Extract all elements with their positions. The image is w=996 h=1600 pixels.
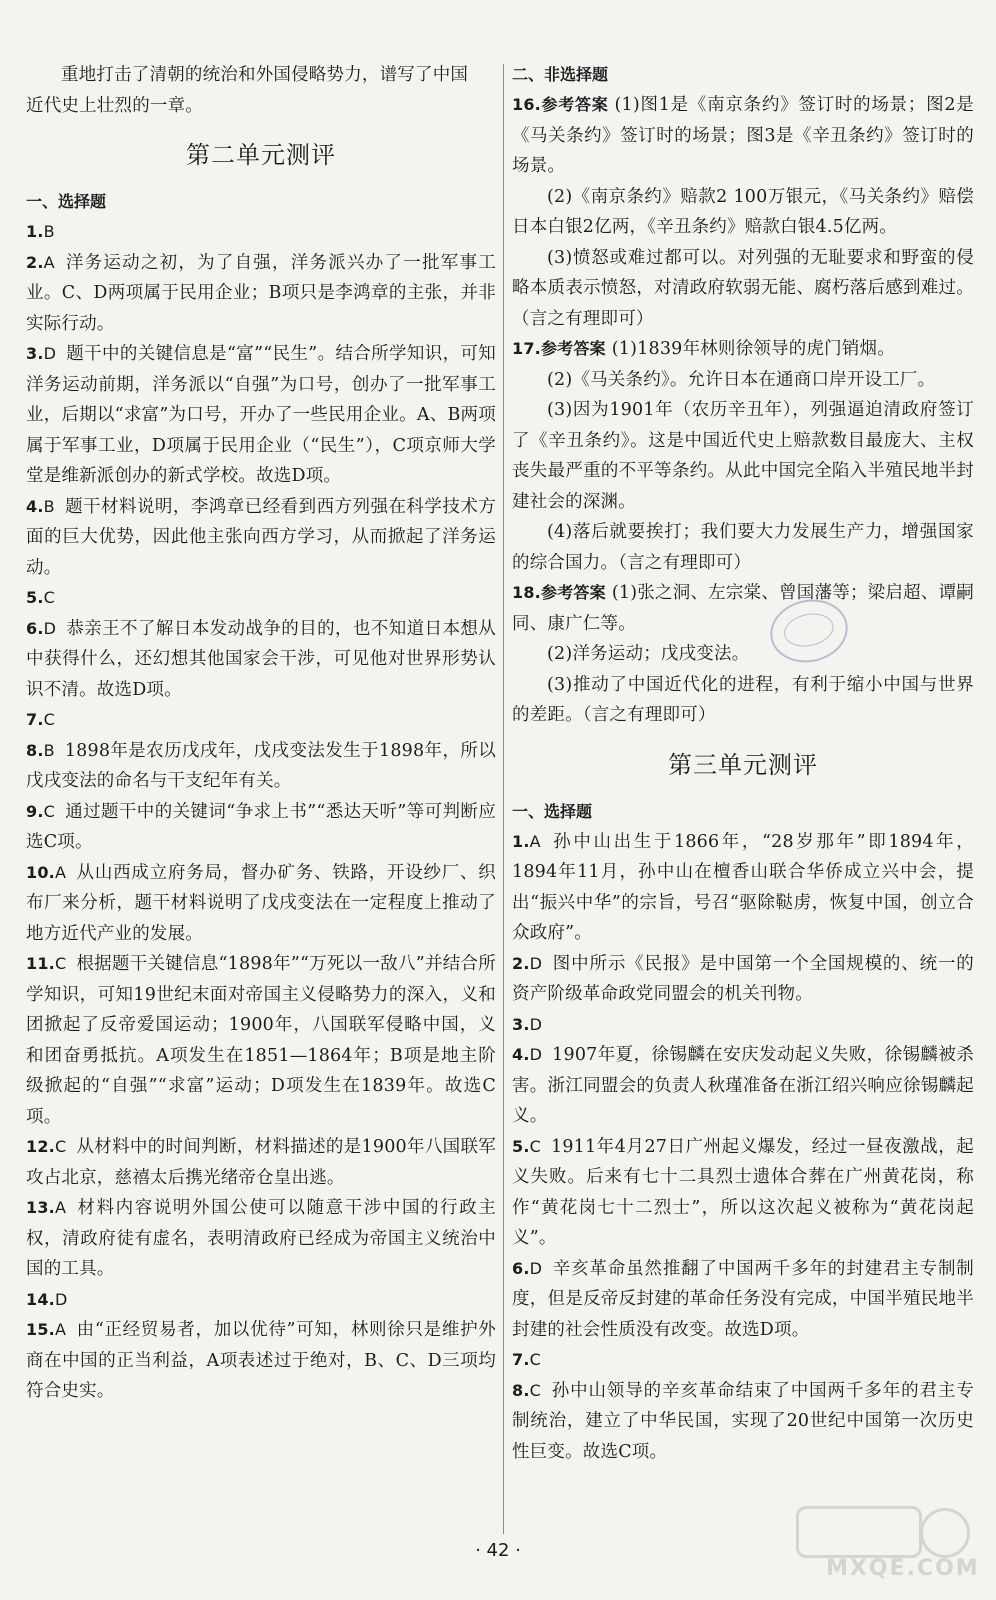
q18-key-label: 参考答案 [540,583,606,602]
unit3-explanation: 1911年4月27日广州起义爆发，经过一昼夜激战，起义失败。后来有七十二具烈士遗体合葬在广州黄花岗，称作“黄花岗七十二烈士”，所以这次起义被称为“黄花岗起义”。 [512,1136,974,1248]
unit2-answer-letter: A [43,252,55,272]
unit2-question-8 [26,736,496,797]
unit3-question-number: 2. [512,953,530,973]
unit2-question-number: 3. [26,344,44,363]
page-number: · 42 · [475,1540,521,1561]
unit2-question-number: 2. [26,252,44,272]
question-16 [512,90,974,334]
unit2-answer-letter: A [54,1198,67,1217]
unit3-answer-letter: C [529,1136,541,1156]
intro-line-1: 重地打击了清朝的统治和外国侵略势力，谱写了中国 [61,65,469,85]
right-column [512,60,974,1467]
unit3-answer-letter: D [529,953,543,973]
q18-line-3: (3)推动了中国近代化的进程，有利于缩小中国与世界的差距。（言之有理即可） [512,674,974,725]
unit2-question-2 [26,248,496,340]
unit3-answer-letter: A [529,831,541,851]
unit3-question-8 [512,1376,974,1468]
unit2-answer-letter: A [54,862,67,882]
q18-line-2: (2)洋务运动；戊戌变法。 [547,644,750,664]
section-nonchoice: 二、非选择题 [512,65,609,84]
unit3-question-number: 5. [512,1136,530,1156]
unit2-answer-letter: C [43,710,55,729]
unit2-question-number: 10. [26,862,55,882]
unit2-question-number: 1. [26,222,44,241]
unit2-question-number: 6. [26,618,44,638]
question-18 [512,578,974,731]
watermark-text: MXQE.COM [826,1556,980,1581]
unit2-answer-letter: C [43,588,55,607]
unit3-answer-letter: D [529,1258,543,1278]
unit2-answer-letter: C [43,801,55,821]
unit3-question-number: 4. [512,1045,530,1064]
q17-number: 17. [512,339,541,358]
left-column [26,60,496,1407]
unit3-question-7 [512,1345,974,1376]
unit2-answer-letter: B [43,740,55,760]
unit2-question-9 [26,797,496,858]
unit2-question-1 [26,217,496,248]
unit3-answer-letter: C [529,1350,541,1369]
unit3-question-2 [512,949,974,1010]
unit2-question-number: 4. [26,496,44,516]
unit3-question-3 [512,1010,974,1041]
unit3-question-number: 8. [512,1380,530,1400]
unit3-question-number: 7. [512,1350,530,1369]
unit3-title: 第三单元测评 [668,750,818,779]
unit2-explanation: 恭亲王不了解日本发动战争的目的，也不知道日本想从中获得什么，还幻想其他国家会干涉，可见他对世界形势认识不清。故选D项。 [26,618,496,700]
unit2-answer-letter: A [54,1320,67,1339]
q16-line-1: (1)图1是《南京条约》签订时的场景；图2是《马关条约》签订时的场景；图3是《辛丑条约》签订时的场景。 [512,95,974,176]
unit3-question-number: 1. [512,831,530,851]
q16-line-3: (3)愤怒或难过都可以。对列强的无耻要求和野蛮的侵略本质表示愤怒，对清政府软弱无能、腐朽落后感到难过。（言之有理即可） [512,247,974,329]
unit3-question-number: 3. [512,1014,530,1034]
q18-line-1: (1)张之洞、左宗棠、曾国藩等；梁启超、谭嗣同、康广仁等。 [512,583,974,634]
column-divider [503,64,504,1534]
unit2-answer-letter: C [54,1137,67,1156]
unit2-question-6 [26,614,496,706]
q17-line-3: (3)因为1901年（农历辛丑年），列强逼迫清政府签订了《辛丑条约》。这是中国近代史上赔款数目最庞大、主权丧失最严重的不平等条约。从此中国完全陷入半殖民地半封建社会的深渊。 [512,400,974,512]
unit3-question-6 [512,1254,974,1346]
unit2-answer-letter: C [54,954,67,973]
unit2-answer-letter: B [43,496,55,516]
unit2-question-15 [26,1315,496,1407]
unit2-question-14 [26,1285,496,1316]
unit2-question-list [26,217,496,1407]
unit2-question-13 [26,1193,496,1285]
question-17 [512,334,974,578]
unit3-explanation: 1907年夏，徐锡麟在安庆发动起义失败，徐锡麟被杀害。浙江同盟会的负责人秋瑾准备在浙江绍兴响应徐锡麟起义。 [512,1045,974,1126]
unit2-section-choice: 一、选择题 [26,192,107,211]
unit2-explanation: 1898年是农历戊戌年，戊戌变法发生于1898年，所以戊戌变法的命名与干支纪年有关。 [26,740,496,791]
q18-number: 18. [512,583,541,602]
q17-key-label: 参考答案 [540,339,606,358]
unit2-answer-letter: D [43,344,57,363]
unit2-question-number: 13. [26,1198,55,1217]
unit2-answer-letter: B [43,222,55,241]
unit2-question-number: 15. [26,1320,55,1339]
q16-number: 16. [512,95,541,114]
site-watermark-logo [796,1506,986,1586]
unit3-question-1 [512,827,974,949]
unit2-answer-letter: D [43,618,57,638]
unit3-question-5 [512,1132,974,1254]
q17-line-1: (1)1839年林则徐领导的虎门销烟。 [611,339,895,359]
unit2-question-10 [26,858,496,950]
unit2-title: 第二单元测评 [186,141,336,169]
unit2-question-number: 9. [26,801,44,821]
unit3-explanation: 孙中山出生于1866年，“28岁那年”即1894年，1894年11月，孙中山在檀香山联合华侨成立兴中会，提出“振兴中华”的宗旨，号召“驱除鞑虏，恢复中国，创立合众政府”。 [512,831,974,943]
unit2-question-number: 8. [26,740,44,760]
unit2-question-number: 5. [26,588,44,607]
intro-line-2: 近代史上壮烈的一章。 [26,95,203,116]
unit2-question-number: 11. [26,954,55,973]
unit2-explanation: 通过题干中的关键词“争求上书”“悉达天听”等可判断应选C项。 [26,801,496,852]
unit3-section-choice: 一、选择题 [512,801,593,821]
unit3-question-number: 6. [512,1258,530,1278]
unit2-explanation: 根据题干关键信息“1898年”“万死以一敌八”并结合所学知识，可知19世纪末面对帝国主义侵略势力的深入，义和团掀起了反帝爱国运动；1900年，八国联军侵略中国，义和团奋勇抵抗。A项发生在1851—1864年；B项是地主阶级掀起的“自强”“求富”运动；D项发生在1839年。故选C项。 [26,954,496,1127]
unit3-question-list [512,827,974,1468]
unit2-question-4 [26,492,496,584]
unit2-question-number: 12. [26,1137,55,1156]
unit2-explanation: 题干中的关键信息是“富”“民生”。结合所学知识，可知洋务运动前期，洋务派以“自强”为口号，创办了一批军事工业，后期以“求富”为口号，开办了一些民用企业。A、B两项属于军事工业，D项属于民用企业（“民生”），C项京师大学堂是维新派创办的新式学校。故选D项。 [26,344,496,486]
q17-line-2: (2)《马关条约》。允许日本在通商口岸开设工厂。 [547,369,936,390]
unit3-question-4 [512,1040,974,1132]
unit2-explanation: 从山西成立府务局，督办矿务、铁路，开设纱厂、织布厂来分析，题干材料说明了戊戌变法在一定程度上推动了地方近代产业的发展。 [26,862,496,944]
unit3-answer-letter: D [529,1014,543,1034]
q16-line-2: (2)《南京条约》赔款2 100万银元，《马关条约》赔偿日本白银2亿两，《辛丑条约》赔款白银4.5亿两。 [512,186,974,237]
unit3-explanation: 辛亥革命虽然推翻了中国两千多年的封建君主专制制度，但是反帝反封建的革命任务没有完成，中国半殖民地半封建的社会性质没有改变。故选D项。 [512,1258,974,1340]
unit2-explanation: 由“正经贸易者，加以优待”可知，林则徐只是维护外商在中国的正当利益，A项表述过于绝对，B、C、D三项均符合史实。 [26,1320,496,1401]
unit3-answer-letter: D [529,1045,543,1064]
unit2-question-11 [26,949,496,1132]
unit2-question-12 [26,1132,496,1193]
unit2-explanation: 从材料中的时间判断，材料描述的是1900年八国联军攻占北京，慈禧太后携光绪帝仓皇出逃。 [26,1137,496,1188]
q16-key-label: 参考答案 [540,95,609,114]
unit2-question-3 [26,339,496,492]
q17-line-4: (4)落后就要挨打；我们要大力发展生产力，增强国家的综合国力。（言之有理即可） [512,522,974,573]
unit2-question-5 [26,583,496,614]
unit3-explanation: 孙中山领导的辛亥革命结束了中国两千多年的君主专制统治，建立了中华民国，实现了20世纪中国第一次历史性巨变。故选C项。 [512,1380,974,1462]
unit2-answer-letter: D [54,1289,68,1309]
unit3-explanation: 图中所示《民报》是中国第一个全国规模的、统一的资产阶级革命政党同盟会的机关刊物。 [512,953,974,1004]
unit2-question-number: 14. [26,1289,55,1309]
unit2-explanation: 材料内容说明外国公使可以随意干涉中国的行政主权，清政府徒有虚名，表明清政府已经成为帝国主义统治中国的工具。 [26,1198,496,1279]
unit2-explanation: 题干材料说明，李鸿章已经看到西方列强在科学技术方面的巨大优势，因此他主张向西方学习，从而掀起了洋务运动。 [26,496,496,578]
unit2-explanation: 洋务运动之初，为了自强，洋务派兴办了一批军事工业。C、D两项属于民用企业；B项只是李鸿章的主张，并非实际行动。 [26,252,496,334]
unit3-answer-letter: C [529,1380,541,1400]
unit2-question-7 [26,705,496,736]
unit2-question-number: 7. [26,710,44,729]
